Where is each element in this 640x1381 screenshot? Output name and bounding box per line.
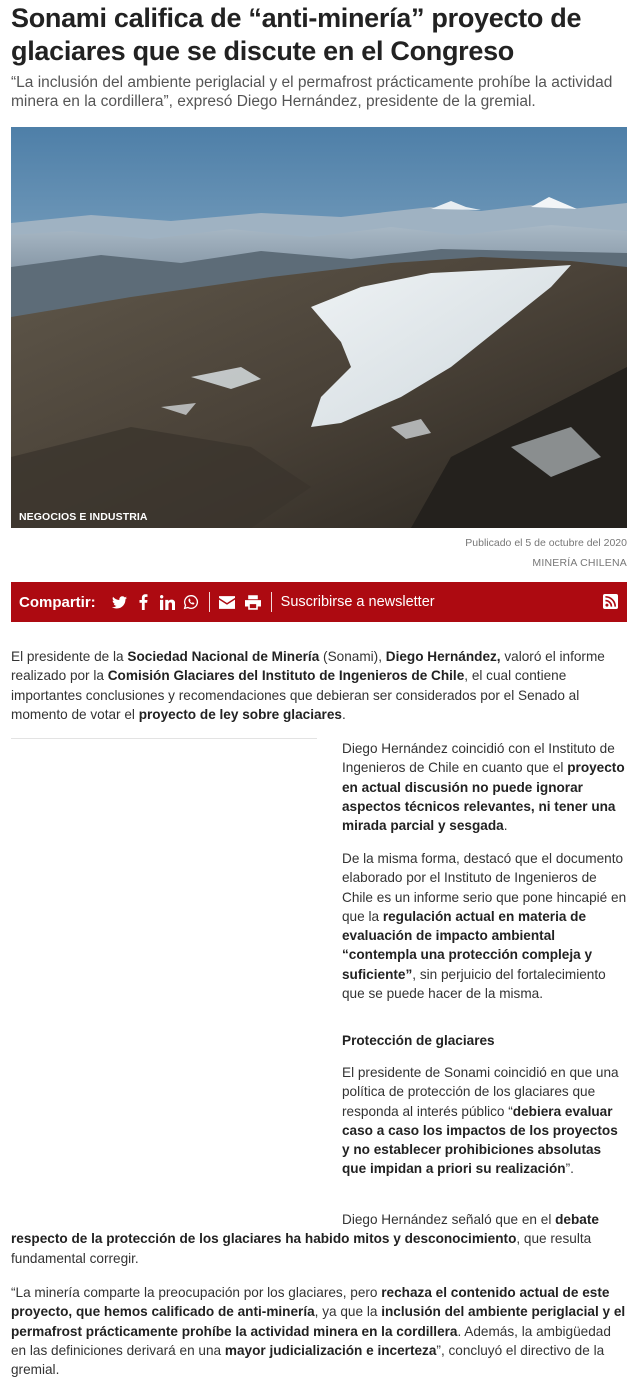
emphasized-text: Comisión Glaciares del Instituto de Ingenieros de Chile: [107, 668, 465, 684]
share-icons: [111, 594, 200, 611]
text-run: De la misma forma, destacó que el documento elaborado por el Instituto de Ingenieros de Chile es un informe serio que pone hincapié en que la: [342, 851, 627, 924]
text-run: , sin perjuicio del fortalecimiento que se puede hacer de la misma.: [342, 966, 606, 1002]
emphasized-text: Diego Hernández,: [385, 649, 501, 664]
text-run: ”.: [565, 1161, 574, 1177]
text-run: , ya que la: [314, 1304, 382, 1320]
twitter-icon[interactable]: [111, 594, 128, 611]
text-run: .: [341, 706, 346, 722]
emphasized-text: proyecto en actual discusión no puede ignorar aspectos técnicos relevantes, ni tener una mirada parcial y sesgada: [342, 760, 625, 834]
article-dek: “La inclusión del ambiente periglacial y el permafrost prácticamente prohíbe la actividad minera en la cordillera”, expresó Diego Hernández, presidente de la gremial.: [11, 74, 613, 110]
emphasized-text: inclusión del ambiente periglacial y el permafrost prácticamente prohíbe la actividad minera en la cordillera: [11, 1304, 626, 1339]
emphasized-text: Sociedad Nacional de Minería: [127, 649, 320, 664]
emphasized-text: rechaza el contenido actual de este proyecto, que hemos calificado de anti-minería: [11, 1285, 610, 1320]
text-run: Diego Hernández coincidió con el Instituto de Ingenieros de Chile en cuanto que el: [342, 741, 615, 776]
text-run: Diego Hernández señaló que en el: [342, 1212, 556, 1227]
article-paragraph: [342, 1063, 627, 1179]
facebook-icon[interactable]: [135, 594, 152, 611]
published-date: Publicado el 5 de octubre del 2020: [465, 537, 627, 549]
share-bar: [11, 582, 627, 622]
hero-image: [11, 127, 627, 528]
article-source: MINERÍA CHILENA: [532, 557, 627, 569]
text-run: El presidente de Sonami coincidió en que una política de protección de los glaciares que responda al interés público “: [342, 1065, 619, 1119]
article-paragraph: [11, 1210, 627, 1268]
article-paragraph: [342, 739, 627, 835]
emphasized-text: proyecto de ley sobre glaciares: [138, 706, 342, 722]
email-icon[interactable]: [219, 594, 236, 611]
text-run: , el cual contiene importantes conclusiones y recomendaciones que debieran ser considerados por el Senado al momento de votar el: [11, 668, 580, 722]
whatsapp-icon[interactable]: [183, 594, 200, 611]
section-subheading: Protección de glaciares: [342, 1033, 495, 1048]
emphasized-text: mayor judicialización e incerteza: [224, 1342, 437, 1358]
article-headline: Sonami califica de “anti-minería” proyecto de glaciares que se discute en el Congreso: [11, 3, 582, 66]
text-run: . Además, la ambigüedad en las definiciones derivará en una: [11, 1323, 611, 1358]
divider: [271, 592, 272, 612]
article-paragraph: [11, 647, 627, 724]
emphasized-text: debate respecto de la protección de los glaciares ha habido mitos y desconocimiento: [11, 1212, 599, 1247]
emphasized-text: debiera evaluar caso a caso los impactos de los proyectos y no establecer prohibiciones absolutas que impidan a priori su realización: [342, 1103, 618, 1177]
text-run: .: [503, 818, 508, 834]
emphasized-text: regulación actual en materia de evaluación de impacto ambiental “contempla una protección compleja y suficiente”: [342, 908, 593, 982]
linkedin-icon[interactable]: [159, 594, 176, 611]
article-paragraph: [11, 1283, 627, 1379]
glacier-mountain-photo: [11, 127, 627, 528]
text-run: ”, concluyó el directivo de la gremial.: [11, 1342, 605, 1378]
divider: [209, 592, 210, 612]
text-run: , que resulta fundamental corregir.: [11, 1231, 592, 1266]
print-icon[interactable]: [245, 594, 262, 611]
text-run: El presidente de la: [11, 649, 128, 664]
rss-icon[interactable]: [603, 594, 618, 609]
share-label: Compartir:: [19, 593, 96, 611]
image-category-tag[interactable]: NEGOCIOS E INDUSTRIA: [19, 511, 148, 523]
newsletter-subscribe-link[interactable]: Suscribirse a newsletter: [280, 594, 435, 610]
text-run: “La minería comparte la preocupación por los glaciares, pero: [11, 1285, 382, 1300]
column-divider: [11, 738, 317, 739]
article-paragraph: [342, 849, 627, 1003]
text-run: (Sonami),: [319, 649, 386, 664]
text-run: valoró el informe realizado por la: [11, 649, 605, 684]
